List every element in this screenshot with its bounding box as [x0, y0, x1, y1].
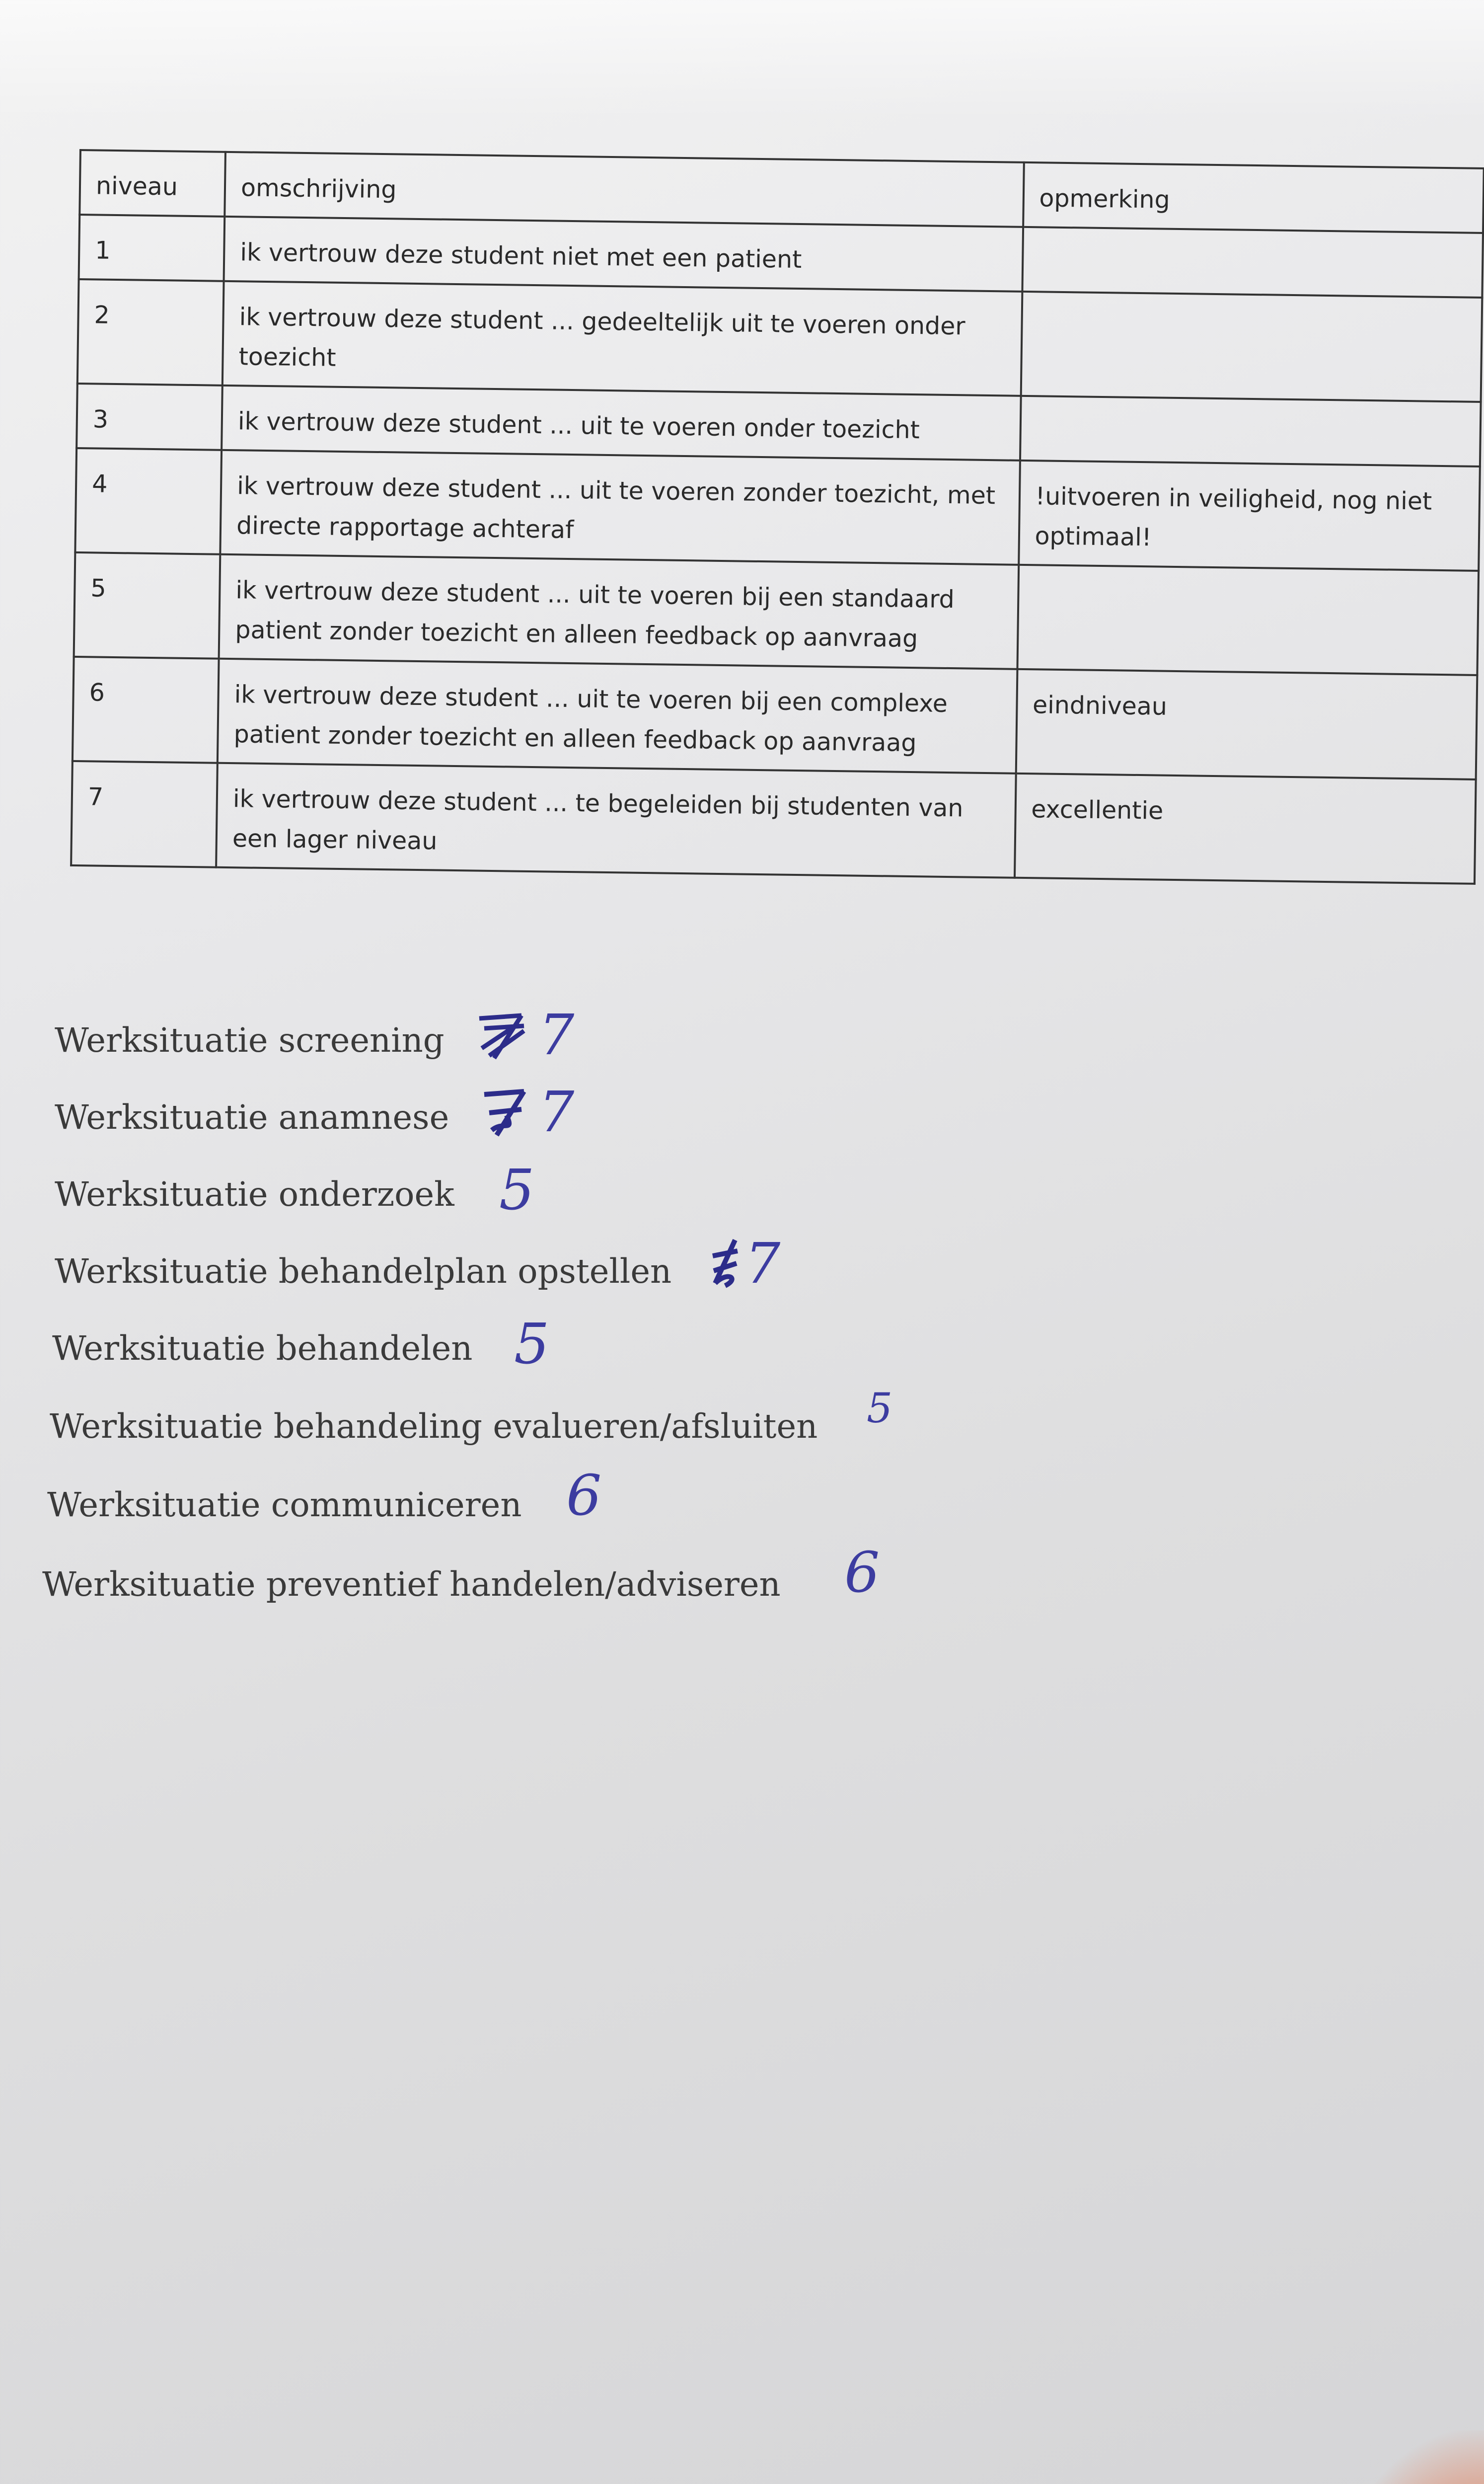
handwritten-score: 5	[514, 1312, 550, 1377]
header-opmerking: opmerking	[1023, 162, 1484, 233]
handwritten-score: 7	[539, 1003, 575, 1068]
cell-omschrijving: ik vertrouw deze student niet met een patient	[224, 217, 1023, 292]
handwritten-score: 7	[539, 1080, 575, 1145]
cell-omschrijving: ik vertrouw deze student ... uit te voeren bij een standaard patient zonder toezicht en alleen feedback op aanvraag	[219, 554, 1019, 669]
werksituatie-label: Werksituatie anamnese	[55, 1098, 449, 1137]
cell-omschrijving: ik vertrouw deze student ... gedeeltelijk uit te voeren onder toezicht	[223, 281, 1022, 396]
werksituatie-label: Werksituatie preventief handelen/adviseren	[42, 1565, 781, 1604]
cell-niveau: 6	[73, 657, 219, 763]
werksituatie-label: Werksituatie communiceren	[47, 1485, 522, 1524]
cell-omschrijving: ik vertrouw deze student ... uit te voeren onder toezicht	[222, 386, 1021, 461]
cell-niveau: 5	[74, 552, 221, 659]
cell-omschrijving: ik vertrouw deze student ... te begeleiden bij studenten van een lager niveau	[216, 763, 1016, 878]
cell-opmerking: excellentie	[1015, 774, 1476, 884]
crossed-out-score-mark	[479, 1086, 529, 1140]
cell-niveau: 4	[75, 448, 222, 554]
werksituatie-label: Werksituatie behandelplan opstellen	[55, 1252, 672, 1291]
handwritten-score: 5	[867, 1385, 893, 1432]
werksituatie-label: Werksituatie onderzoek	[55, 1175, 454, 1214]
werksituatie-label: Werksituatie behandeling evalueren/afsluiten	[50, 1407, 818, 1446]
handwritten-score: 7	[745, 1232, 781, 1296]
handwritten-score: 6	[844, 1541, 880, 1605]
werksituatie-label: Werksituatie behandelen	[52, 1329, 473, 1368]
cell-omschrijving: ik vertrouw deze student ... uit te voeren bij een complexe patient zonder toezicht en alleen feedback op aanvraag	[218, 659, 1017, 774]
cell-niveau: 1	[79, 215, 225, 281]
cell-niveau: 2	[77, 279, 224, 386]
handwritten-score: 6	[566, 1464, 602, 1528]
crossed-out-score-mark	[474, 1009, 529, 1063]
header-niveau: niveau	[79, 150, 225, 217]
werksituatie-label: Werksituatie screening	[55, 1021, 445, 1060]
crossed-out-score-mark	[708, 1236, 742, 1291]
handwritten-score: 5	[499, 1158, 535, 1223]
cell-omschrijving: ik vertrouw deze student ... uit te voeren zonder toezicht, met directe rapportage achteraf	[220, 450, 1020, 565]
cell-opmerking: !uitvoeren in veiligheid, nog niet optimaal!	[1019, 461, 1480, 571]
cell-niveau: 7	[71, 761, 218, 867]
header-omschrijving: omschrijving	[224, 152, 1024, 227]
cell-opmerking: eindniveau	[1016, 669, 1477, 779]
cell-niveau: 3	[76, 384, 223, 450]
